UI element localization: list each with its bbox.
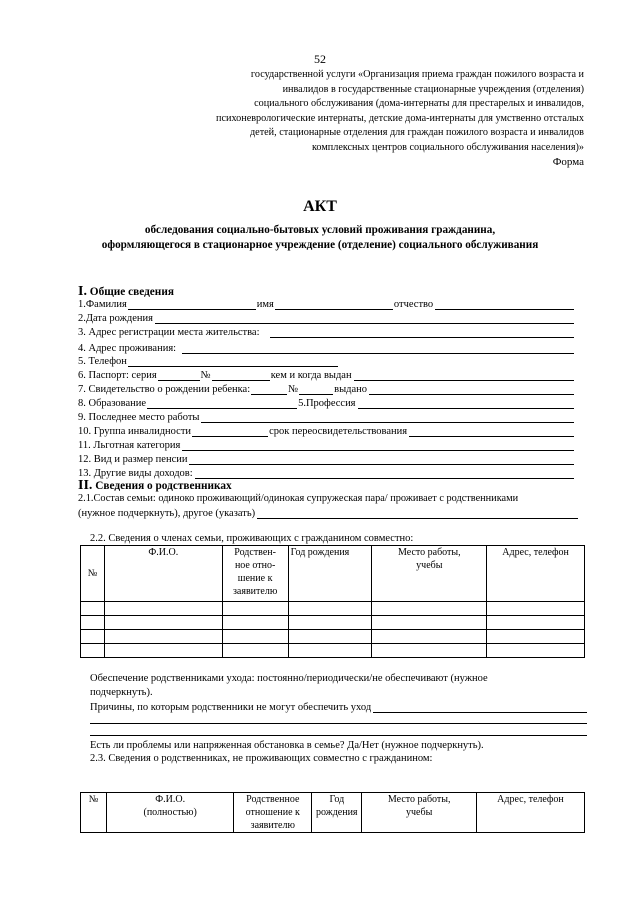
section-relatives-heading	[78, 478, 232, 494]
field-label: выдано	[334, 384, 368, 395]
header-text: Родственное	[246, 794, 300, 805]
field-phone	[78, 353, 574, 367]
care-reasons-field	[90, 699, 587, 713]
table-row[interactable]	[81, 630, 585, 644]
blank-line[interactable]	[90, 723, 587, 724]
field-label: отчество	[393, 299, 434, 310]
section-title: Общие сведения	[89, 286, 174, 298]
non-cohabiting-relatives-table	[80, 792, 585, 833]
col-relation	[222, 546, 288, 602]
field-label: 13. Другие виды доходов:	[78, 468, 193, 479]
field-birth-certificate	[78, 381, 574, 395]
header-text: Родствен-	[234, 547, 276, 558]
certificate-series-input[interactable]	[251, 383, 287, 395]
last-workplace-input[interactable]	[201, 411, 574, 423]
header-line: комплексных центров социального обслуживания населения)»	[312, 141, 584, 153]
table-row[interactable]	[81, 616, 585, 630]
field-label: Причины, по которым родственники не могут обеспечить уход	[90, 702, 372, 713]
header-text: Место работы,	[398, 547, 461, 558]
field-label: кем и когда выдан	[270, 370, 352, 381]
field-label: 11. Льготная категория	[78, 440, 181, 451]
table-row[interactable]	[81, 602, 585, 616]
header-text: Ф.И.О.	[155, 794, 186, 805]
education-input[interactable]	[147, 397, 297, 409]
family-other-field	[78, 505, 578, 519]
header-text: Место работы,	[387, 794, 451, 805]
care-provision-text: подчеркнуть).	[90, 687, 153, 698]
col-address: Адрес, телефон	[487, 546, 585, 602]
field-label: 3. Адрес регистрации места жительства:	[78, 327, 260, 338]
family-composition-text: 2.1.Состав семьи: одиноко проживающий/одинокая супружеская пара/ проживает с родственниками	[78, 493, 519, 504]
field-label: 7. Свидетельство о рождении ребенка:	[78, 384, 251, 395]
col-birth-year	[312, 793, 362, 833]
field-label: 8. Образование	[78, 398, 147, 409]
field-label: №	[288, 384, 299, 395]
col-relation	[234, 793, 312, 833]
section-title: Сведения о родственниках	[95, 480, 232, 492]
field-reg-address	[78, 324, 574, 338]
care-reasons-input[interactable]	[373, 701, 587, 713]
family-problems-text: Есть ли проблемы или напряженная обстановка в семье? Да/Нет (нужное подчеркнуть).	[90, 740, 484, 751]
field-pension	[78, 451, 574, 465]
reexamination-input[interactable]	[409, 425, 574, 437]
pension-input[interactable]	[189, 453, 574, 465]
col-workplace	[362, 793, 477, 833]
family-other-input[interactable]	[257, 507, 578, 519]
section-number: I.	[78, 284, 87, 299]
header-text: рождения	[316, 807, 358, 818]
field-name	[78, 296, 574, 310]
field-last-workplace	[78, 409, 574, 423]
header-text: отношение к	[245, 807, 300, 818]
certificate-number-input[interactable]	[299, 383, 333, 395]
field-birthdate	[78, 310, 574, 324]
field-education	[78, 395, 574, 409]
col-workplace	[372, 546, 487, 602]
field-address	[78, 340, 574, 354]
profession-input[interactable]	[358, 397, 574, 409]
non-cohabiting-relatives-caption: 2.3. Сведения о родственниках, не проживающих совместно с гражданином:	[90, 753, 433, 764]
header-note	[216, 68, 584, 156]
section-number: II.	[78, 478, 93, 493]
col-number: №	[81, 793, 107, 833]
field-label: 1.Фамилия	[78, 299, 127, 310]
header-text: учебы	[406, 807, 433, 818]
header-text: ное отно-	[234, 560, 276, 571]
certificate-issued-input[interactable]	[369, 383, 574, 395]
header-text: шение к	[237, 573, 273, 584]
cohabiting-relatives-table	[80, 545, 585, 658]
passport-series-input[interactable]	[158, 369, 200, 381]
field-label: срок переосвидетельствования	[269, 426, 408, 437]
field-label: (нужное подчеркнуть), другое (указать)	[78, 508, 256, 519]
document-subtitle: обследования социально-бытовых условий проживания гражданина,	[144, 224, 496, 236]
page-number: 52	[314, 52, 326, 66]
passport-number-input[interactable]	[212, 369, 270, 381]
col-fio: Ф.И.О.	[104, 546, 222, 602]
header-line: инвалидов в государственные стационарные учреждения (отделения)	[282, 83, 584, 95]
field-label: 10. Группа инвалидности	[78, 426, 192, 437]
field-benefit-category	[78, 437, 574, 451]
table-header-row	[81, 793, 585, 833]
field-label: 6. Паспорт: серия	[78, 370, 157, 381]
header-text: заявителю	[232, 586, 278, 597]
table-row[interactable]	[81, 644, 585, 658]
field-disability	[78, 423, 574, 437]
header-text: учебы	[416, 560, 443, 571]
field-label: 4. Адрес проживания:	[78, 343, 177, 354]
field-label: 2.Дата рождения	[78, 313, 153, 324]
passport-issued-input[interactable]	[354, 369, 574, 381]
header-text: (полностью)	[143, 807, 197, 818]
patronymic-input[interactable]	[435, 298, 574, 310]
cohabiting-relatives-caption: 2.2. Сведения о членах семьи, проживающих с гражданином совместно:	[90, 533, 414, 544]
header-line: государственной услуги «Организация приема граждан пожилого возраста и	[250, 69, 584, 80]
field-label: 12. Вид и размер пенсии	[78, 454, 188, 465]
header-line: детей, стационарные отделения для граждан пожилого возраста и инвалидов	[249, 127, 584, 139]
header-text: заявителю	[250, 820, 295, 831]
field-other-income	[78, 465, 574, 479]
benefit-category-input[interactable]	[182, 439, 574, 451]
care-provision-text: Обеспечение родственниками ухода: постоянно/периодически/не обеспечивают (нужное	[90, 673, 488, 684]
col-number: №	[81, 546, 105, 602]
field-passport	[78, 367, 574, 381]
header-line: психоневрологические интернаты, детские дома-интернаты для умственно отсталых	[216, 112, 584, 124]
reg-address-input[interactable]	[270, 326, 574, 338]
field-label: имя	[256, 299, 274, 310]
col-fio	[106, 793, 233, 833]
field-label: 5.Профессия	[298, 398, 356, 409]
other-income-input[interactable]	[195, 467, 574, 479]
header-text: Год	[329, 794, 345, 805]
surname-input[interactable]	[128, 298, 256, 310]
document-title: АКТ	[303, 198, 337, 215]
birthdate-input[interactable]	[155, 312, 574, 324]
col-address: Адрес, телефон	[476, 793, 584, 833]
disability-group-input[interactable]	[192, 425, 268, 437]
field-label: 9. Последнее место работы	[78, 412, 200, 423]
phone-input[interactable]	[128, 355, 338, 367]
header-line: социального обслуживания (дома-интернаты для престарелых и инвалидов,	[254, 98, 584, 110]
col-birth-year: Год рождения	[288, 546, 372, 602]
document-subtitle: оформляющегося в стационарное учреждение (отделение) социального обслуживания	[101, 239, 539, 251]
table-header-row	[81, 546, 585, 602]
field-label: №	[200, 370, 211, 381]
blank-line[interactable]	[90, 735, 587, 736]
field-label: 5. Телефон	[78, 356, 127, 367]
form-label: Форма	[552, 156, 584, 168]
firstname-input[interactable]	[275, 298, 393, 310]
